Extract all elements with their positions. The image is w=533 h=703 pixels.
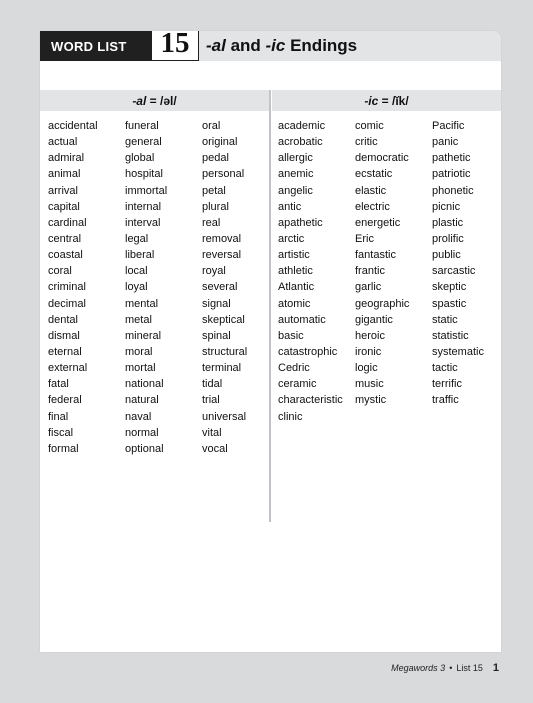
word-item: artistic xyxy=(278,249,310,262)
word-item: spastic xyxy=(432,297,467,310)
title-suffix-al: -al xyxy=(206,36,226,55)
word-item: mineral xyxy=(125,329,162,342)
word-item: patriotic xyxy=(432,168,471,181)
al-word-column-2 xyxy=(125,118,167,457)
ic-word-column-2 xyxy=(355,118,409,409)
footer-list-label: List 15 xyxy=(456,663,483,673)
word-item: critic xyxy=(355,136,378,149)
page-number: 1 xyxy=(492,662,499,674)
word-item: plastic xyxy=(432,216,464,229)
word-item: atomic xyxy=(278,297,311,310)
word-item: democratic xyxy=(355,152,409,165)
word-item: dental xyxy=(48,313,78,326)
word-item: eternal xyxy=(48,345,82,358)
ic-section-header xyxy=(272,90,501,111)
word-item: central xyxy=(48,232,82,245)
word-item: statistic xyxy=(432,329,469,342)
word-item: Eric xyxy=(355,232,374,245)
word-item: elastic xyxy=(355,184,387,197)
ic-suffix: -ic xyxy=(364,93,379,108)
word-item: animal xyxy=(48,168,81,181)
al-word-column-3 xyxy=(202,118,247,457)
word-item: vital xyxy=(202,426,222,439)
word-item: systematic xyxy=(432,345,484,358)
title-endings: Endings xyxy=(285,36,358,55)
word-item: antic xyxy=(278,200,302,213)
word-item: mental xyxy=(125,297,159,310)
word-item: fantastic xyxy=(355,249,396,262)
footer-separator: • xyxy=(449,663,453,673)
word-item: tidal xyxy=(202,378,223,391)
word-item: skeptic xyxy=(432,281,467,294)
title-suffix-ic: -ic xyxy=(265,36,286,55)
word-item: skeptical xyxy=(202,313,245,326)
word-item: coastal xyxy=(48,249,83,262)
word-item: pathetic xyxy=(432,152,471,165)
word-item: basic xyxy=(278,329,304,342)
word-item: general xyxy=(125,136,162,149)
word-item: arctic xyxy=(278,232,305,245)
word-item: tactic xyxy=(432,362,458,375)
word-item: electric xyxy=(355,200,390,213)
word-item: vocal xyxy=(202,442,228,455)
word-item: criminal xyxy=(48,281,86,294)
word-item: external xyxy=(48,362,88,375)
word-item: trial xyxy=(202,394,220,407)
footer-book-title: Megawords 3 xyxy=(391,663,446,673)
word-item: comic xyxy=(355,120,384,132)
word-item: legal xyxy=(125,232,149,245)
word-item: allergic xyxy=(278,152,313,165)
word-item: spinal xyxy=(202,329,231,342)
word-item: metal xyxy=(125,313,152,326)
word-item: cardinal xyxy=(48,216,87,229)
word-item: arrival xyxy=(48,184,78,197)
page-footer xyxy=(391,662,499,674)
word-item: federal xyxy=(48,394,82,407)
word-item: mortal xyxy=(125,362,156,375)
word-item: optional xyxy=(125,442,164,455)
page-title xyxy=(206,36,357,56)
word-item: oral xyxy=(202,120,221,132)
word-item: liberal xyxy=(125,249,155,262)
ic-word-column-1 xyxy=(278,118,343,425)
word-item: several xyxy=(202,281,238,294)
al-word-column-1 xyxy=(48,118,98,457)
word-item: decimal xyxy=(48,297,86,310)
word-item: apathetic xyxy=(278,216,323,229)
word-item: local xyxy=(125,265,148,278)
word-item: sarcastic xyxy=(432,265,476,278)
word-item: moral xyxy=(125,345,153,358)
word-item: Cedric xyxy=(278,362,310,375)
word-item: coral xyxy=(48,265,72,278)
word-item: terminal xyxy=(202,362,242,375)
title-and: and xyxy=(225,36,266,55)
list-number-box xyxy=(151,31,199,61)
word-item: hospital xyxy=(125,168,163,181)
word-item: loyal xyxy=(125,281,148,294)
word-item: interval xyxy=(125,216,161,229)
word-item: static xyxy=(432,313,458,326)
word-item: actual xyxy=(48,136,78,149)
word-item: national xyxy=(125,378,164,391)
word-item: traffic xyxy=(432,394,459,407)
word-item: removal xyxy=(202,232,242,245)
word-item: picnic xyxy=(432,200,461,213)
word-item: real xyxy=(202,216,221,229)
word-item: ironic xyxy=(355,345,382,358)
word-item: accidental xyxy=(48,120,98,132)
word-item: funeral xyxy=(125,120,159,132)
ic-word-column-3 xyxy=(432,118,484,409)
word-item: angelic xyxy=(278,184,313,197)
word-item: gigantic xyxy=(355,313,393,326)
word-item: phonetic xyxy=(432,184,474,197)
word-item: naval xyxy=(125,410,152,423)
word-item: frantic xyxy=(355,265,385,278)
word-item: immortal xyxy=(125,184,168,197)
word-item: panic xyxy=(432,136,459,149)
word-item: academic xyxy=(278,120,326,132)
word-item: music xyxy=(355,378,384,391)
word-item: energetic xyxy=(355,216,401,229)
word-item: terrific xyxy=(432,378,462,391)
word-item: ecstatic xyxy=(355,168,393,181)
word-item: logic xyxy=(355,362,378,375)
word-item: acrobatic xyxy=(278,136,323,149)
word-item: universal xyxy=(202,410,247,423)
list-number: 15 xyxy=(160,31,190,59)
word-item: personal xyxy=(202,168,245,181)
word-item: pedal xyxy=(202,152,229,165)
word-item: admiral xyxy=(48,152,85,165)
word-item: fatal xyxy=(48,378,69,391)
word-item: ceramic xyxy=(278,378,317,391)
word-item: prolific xyxy=(432,232,464,245)
word-item: fiscal xyxy=(48,426,74,439)
worksheet-page xyxy=(40,31,501,652)
word-item: reversal xyxy=(202,249,242,262)
word-item: geographic xyxy=(355,297,410,310)
word-item: structural xyxy=(202,345,248,358)
word-item: garlic xyxy=(355,281,382,294)
word-item: public xyxy=(432,249,461,262)
word-list-label: WORD LIST xyxy=(51,38,127,54)
word-item: internal xyxy=(125,200,162,213)
word-item: anemic xyxy=(278,168,314,181)
word-item: final xyxy=(48,410,69,423)
word-item: royal xyxy=(202,265,226,278)
al-section-header xyxy=(40,90,269,111)
word-item: global xyxy=(125,152,155,165)
word-item: capital xyxy=(48,200,80,213)
word-item: heroic xyxy=(355,329,385,342)
word-list-tab xyxy=(40,31,152,61)
word-item: plural xyxy=(202,200,229,213)
word-item: clinic xyxy=(278,410,303,423)
word-item: signal xyxy=(202,297,231,310)
word-item: petal xyxy=(202,184,226,197)
al-suffix: -al xyxy=(132,93,147,108)
word-item: automatic xyxy=(278,313,326,326)
word-item: characteristic xyxy=(278,394,343,407)
word-item: original xyxy=(202,136,238,149)
word-item: dismal xyxy=(48,329,80,342)
word-item: Atlantic xyxy=(278,281,315,294)
word-item: normal xyxy=(125,426,159,439)
ic-pronunciation: = /ĭk/ xyxy=(378,93,409,108)
word-item: formal xyxy=(48,442,79,455)
word-item: mystic xyxy=(355,394,387,407)
word-item: natural xyxy=(125,394,159,407)
word-item: athletic xyxy=(278,265,313,278)
al-pronunciation: = /əl/ xyxy=(146,93,177,108)
section-divider xyxy=(269,90,271,522)
word-item: catastrophic xyxy=(278,345,338,358)
word-item: Pacific xyxy=(432,120,465,132)
